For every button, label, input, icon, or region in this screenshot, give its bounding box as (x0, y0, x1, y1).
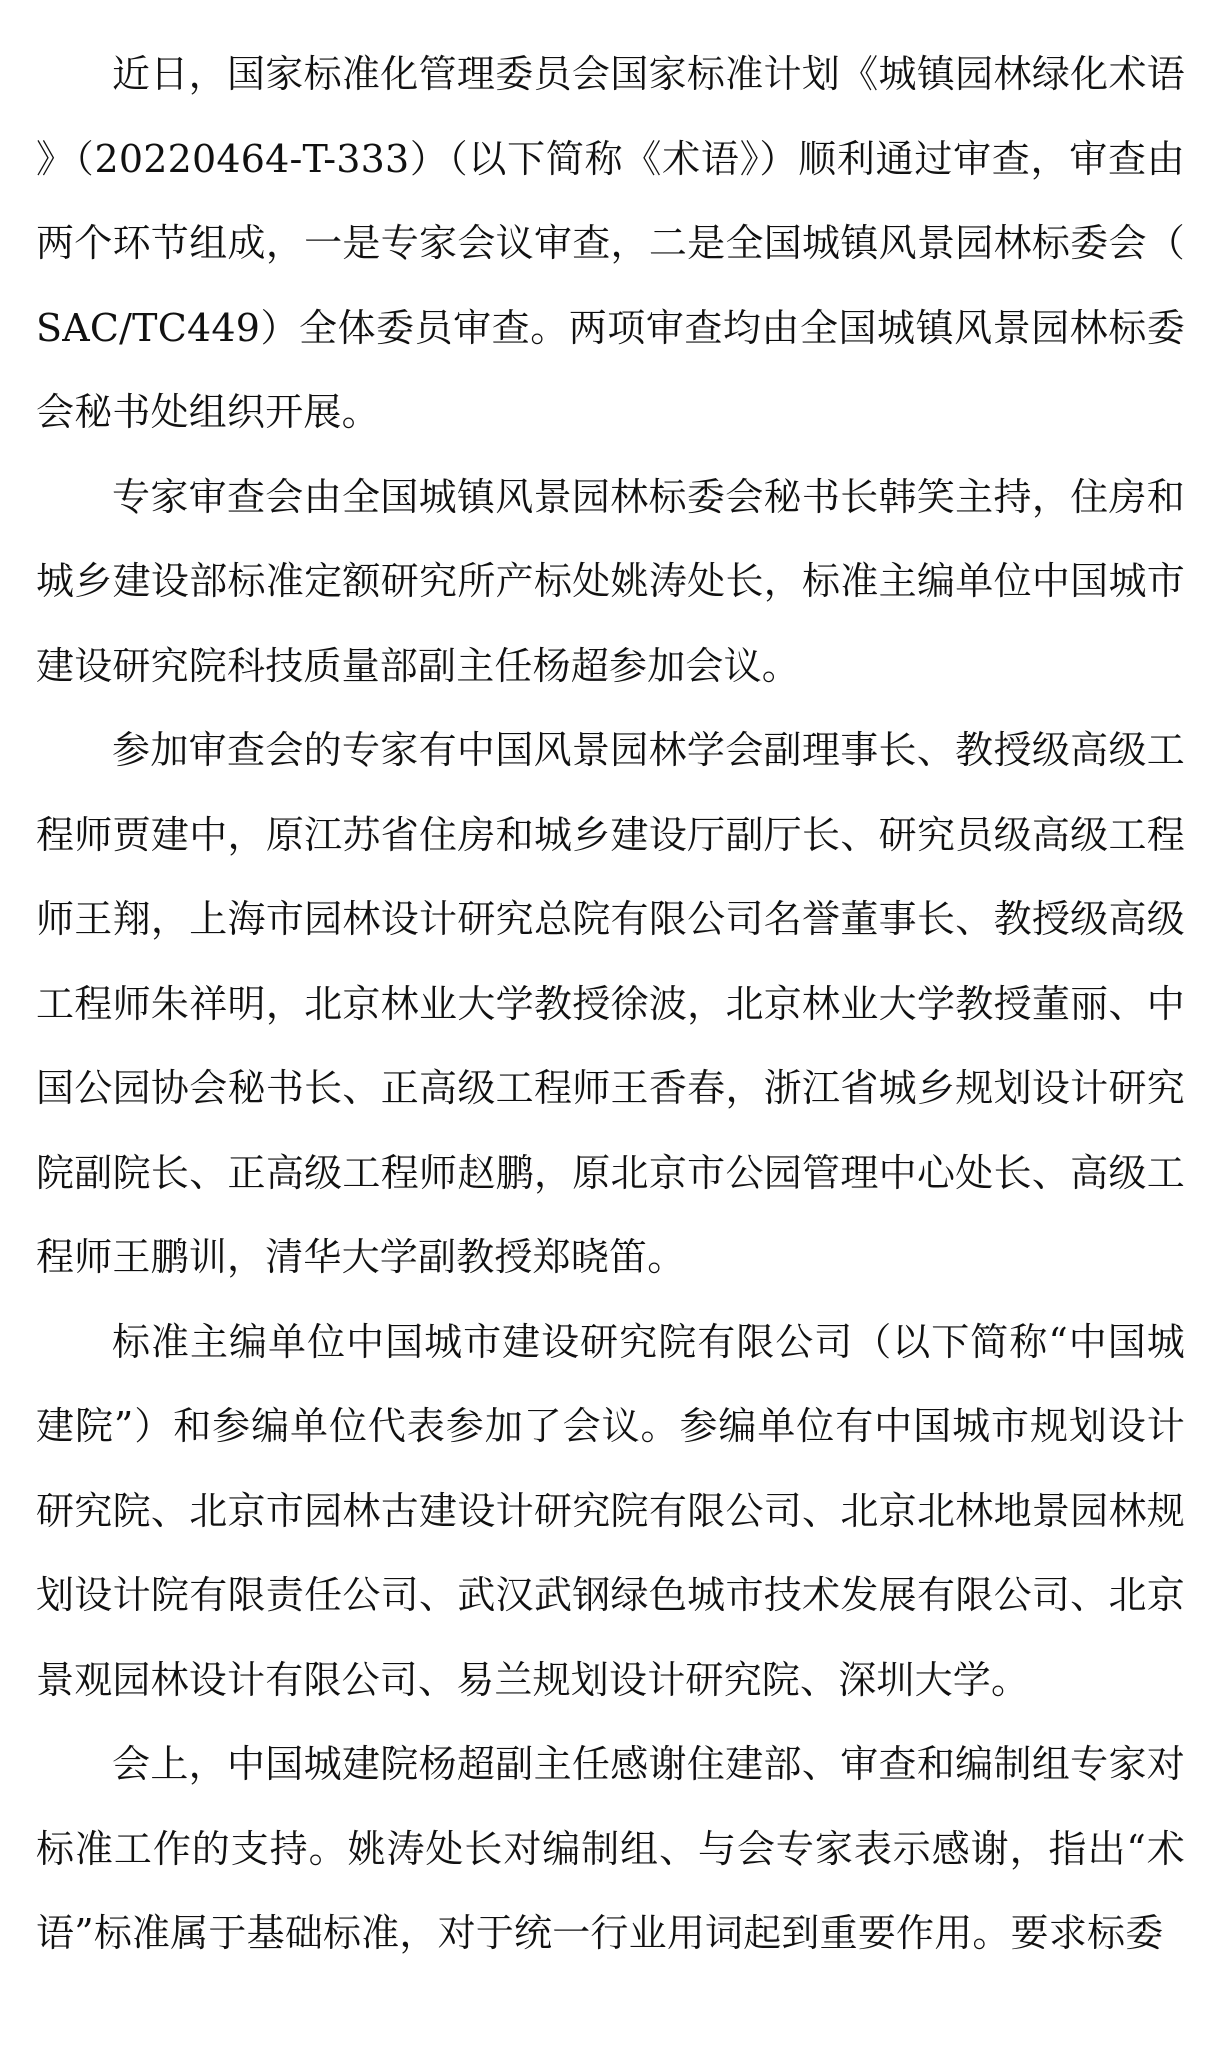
paragraph-experts: 参加审查会的专家有中国风景园林学会副理事长、教授级高级工程师贾建中，原江苏省住房和城乡建设厅副厅长、研究员级高级工程师王翔，上海市园林设计研究总院有限公司名誉董事长、教授级高级工程师朱祥明，北京林业大学教授徐波，北京林业大学教授董丽、中国公园协会秘书长、正高级工程师王香春，浙江省城乡规划设计研究院副院长、正高级工程师赵鹏，原北京市公园管理中心处长、高级工程师王鹏训，清华大学副教授郑晓笛。 (36, 728, 1185, 1279)
paragraph-speech: 会上，中国城建院杨超副主任感谢住建部、审查和编制组专家对标准工作的支持。姚涛处长对编制组、与会专家表示感谢，指出“术语”标准属于基础标准，对于统一行业用词起到重要作用。要求标委 (36, 1742, 1185, 1955)
paragraph-units: 标准主编单位中国城市建设研究院有限公司（以下简称“中国城建院”）和参编单位代表参加了会议。参编单位有中国城市规划设计研究院、北京市园林古建设计研究院有限公司、北京北林地景园林规划设计院有限责任公司、武汉武钢绿色城市技术发展有限公司、北京景观园林设计有限公司、易兰规划设计研究院、深圳大学。 (36, 1319, 1185, 1702)
document-body (36, 32, 1185, 1976)
paragraph-intro: 近日，国家标准化管理委员会国家标准计划《城镇园林绿化术语》（20220464-T-333）（以下简称《术语》）顺利通过审查，审查由两个环节组成，一是专家会议审查，二是全国城镇风景园林标委会（SAC/TC449）全体委员审查。两项审查均由全国城镇风景园林标委会秘书处组织开展。 (36, 52, 1185, 434)
paragraph-meeting-host: 专家审查会由全国城镇风景园林标委会秘书长韩笑主持，住房和城乡建设部标准定额研究所产标处姚涛处长，标准主编单位中国城市建设研究院科技质量部副主任杨超参加会议。 (36, 474, 1185, 688)
